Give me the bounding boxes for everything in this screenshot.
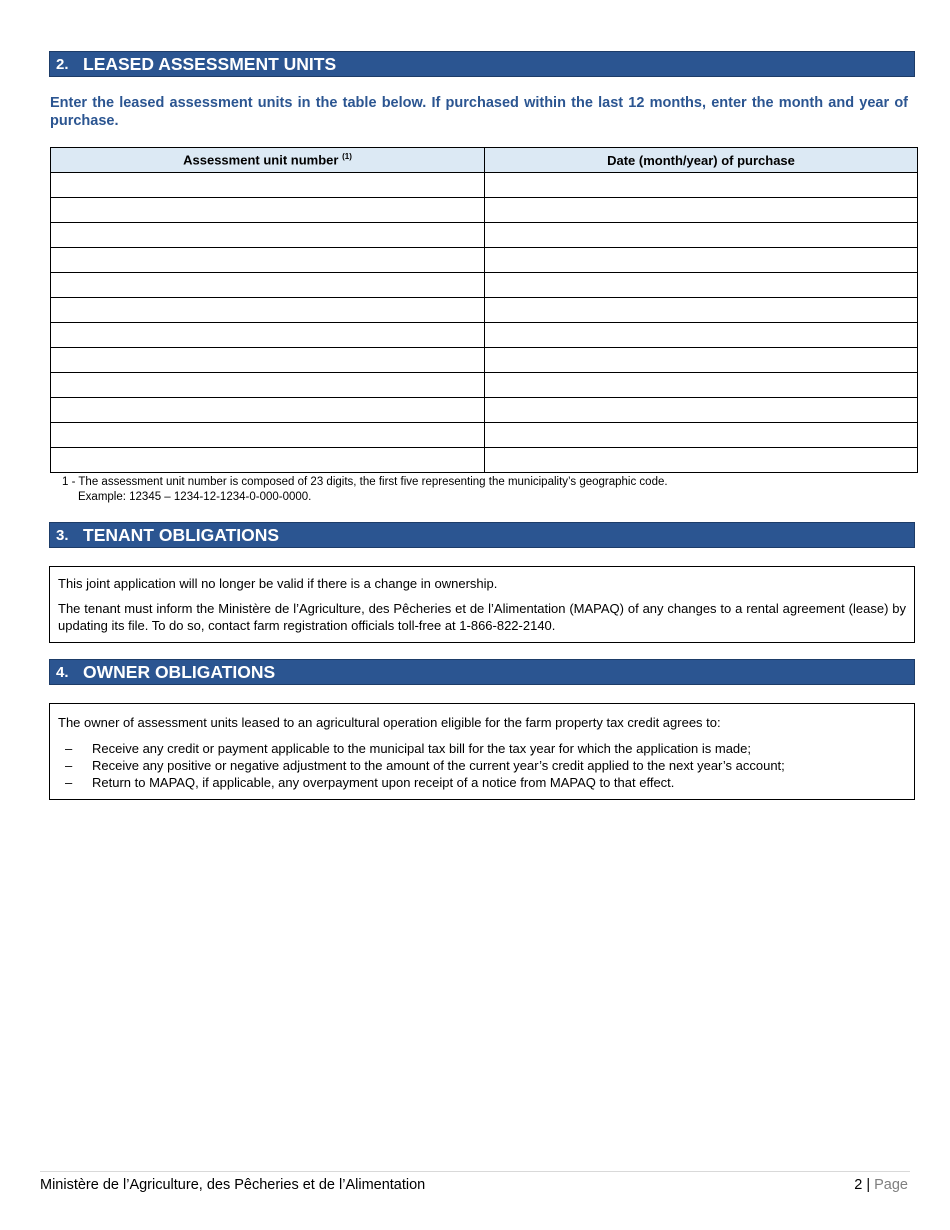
assessment-unit-number-cell[interactable] <box>51 373 485 398</box>
section-4-header <box>49 659 915 685</box>
footnote-ref: (1) <box>342 152 352 162</box>
tenant-obligations-para-1: This joint application will no longer be valid if there is a change in ownership. <box>58 576 498 591</box>
assessment-unit-number-header-label: Assessment unit number <box>183 152 339 168</box>
purchase-date-cell[interactable] <box>485 298 918 323</box>
list-item <box>58 774 906 791</box>
page-separator: | <box>866 1177 871 1193</box>
footer-page <box>854 1177 908 1193</box>
purchase-date-cell[interactable] <box>485 248 918 273</box>
table-row <box>51 198 918 223</box>
list-item-text: Receive any positive or negative adjustment to the amount of the current year’s credit applied to the next year’s account; <box>92 758 785 773</box>
assessment-unit-number-cell[interactable] <box>51 248 485 273</box>
table-footnote <box>62 475 668 505</box>
page-number: 2 <box>854 1177 863 1193</box>
section-2-title: LEASED ASSESSMENT UNITS <box>83 54 337 74</box>
section-4-number: 4. <box>56 664 69 681</box>
table-row <box>51 173 918 198</box>
purchase-date-cell[interactable] <box>485 423 918 448</box>
assessment-unit-number-cell[interactable] <box>51 273 485 298</box>
purchase-date-cell[interactable] <box>485 173 918 198</box>
assessment-unit-number-header <box>51 148 485 173</box>
table-row <box>51 323 918 348</box>
owner-obligations-intro: The owner of assessment units leased to an agricultural operation eligible for the farm property tax credit agrees to: <box>58 715 721 730</box>
footer-ministry: Ministère de l’Agriculture, des Pêcheries et de l’Alimentation <box>40 1177 426 1193</box>
purchase-date-header: Date (month/year) of purchase <box>485 148 918 173</box>
table-header-row <box>51 148 918 173</box>
tenant-obligations-para-2: The tenant must inform the Ministère de l’Agriculture, des Pêcheries et de l’Alimentation (MAPAQ) of any changes to a rental agreement (lease) by updating its file. To do so, contact farm registration officials toll-free at 1-866-822-2140. <box>58 601 906 633</box>
purchase-date-cell[interactable] <box>485 198 918 223</box>
dash-bullet-icon: – <box>65 741 73 756</box>
table-row <box>51 373 918 398</box>
section-4-title: OWNER OBLIGATIONS <box>83 662 276 682</box>
purchase-date-cell[interactable] <box>485 398 918 423</box>
section-3-header <box>49 522 915 548</box>
section-3-title: TENANT OBLIGATIONS <box>83 525 280 545</box>
purchase-date-cell[interactable] <box>485 323 918 348</box>
assessment-unit-number-cell[interactable] <box>51 323 485 348</box>
assessment-unit-number-cell[interactable] <box>51 448 485 473</box>
list-item-text: Return to MAPAQ, if applicable, any overpayment upon receipt of a notice from MAPAQ to that effect. <box>92 775 675 790</box>
purchase-date-cell[interactable] <box>485 273 918 298</box>
table-body <box>51 173 918 473</box>
owner-obligations-list <box>58 740 906 791</box>
table-row <box>51 398 918 423</box>
purchase-date-cell[interactable] <box>485 223 918 248</box>
table-row <box>51 448 918 473</box>
list-item <box>58 740 906 757</box>
table-row <box>51 273 918 298</box>
footnote-line-1: 1 - The assessment unit number is composed of 23 digits, the first five representing the municipality’s geographic code. <box>62 476 668 488</box>
assessment-units-table <box>50 147 918 473</box>
section-2-instructions: Enter the leased assessment units in the table below. If purchased within the last 12 months, enter the month and year of purchase. <box>50 95 908 129</box>
table-row <box>51 223 918 248</box>
table-row <box>51 423 918 448</box>
table-row <box>51 348 918 373</box>
purchase-date-cell[interactable] <box>485 373 918 398</box>
assessment-unit-number-cell[interactable] <box>51 348 485 373</box>
table-row <box>51 248 918 273</box>
dash-bullet-icon: – <box>65 758 73 773</box>
tenant-obligations-box <box>49 566 915 643</box>
footer-divider <box>40 1171 910 1172</box>
purchase-date-cell[interactable] <box>485 448 918 473</box>
table-row <box>51 298 918 323</box>
assessment-unit-number-cell[interactable] <box>51 223 485 248</box>
list-item-text: Receive any credit or payment applicable to the municipal tax bill for the tax year for which the application is made; <box>92 741 752 756</box>
assessment-unit-number-cell[interactable] <box>51 173 485 198</box>
assessment-unit-number-cell[interactable] <box>51 398 485 423</box>
owner-obligations-box <box>49 703 915 800</box>
section-2-header <box>49 51 915 77</box>
dash-bullet-icon: – <box>65 775 73 790</box>
assessment-unit-number-cell[interactable] <box>51 198 485 223</box>
assessment-unit-number-cell[interactable] <box>51 298 485 323</box>
page-label: Page <box>874 1177 908 1193</box>
assessment-unit-number-cell[interactable] <box>51 423 485 448</box>
purchase-date-cell[interactable] <box>485 348 918 373</box>
footnote-example: Example: 12345 – 1234-12-1234-0-000-0000. <box>78 491 312 503</box>
section-2-number: 2. <box>56 56 69 73</box>
list-item <box>58 757 906 774</box>
section-3-number: 3. <box>56 527 69 544</box>
